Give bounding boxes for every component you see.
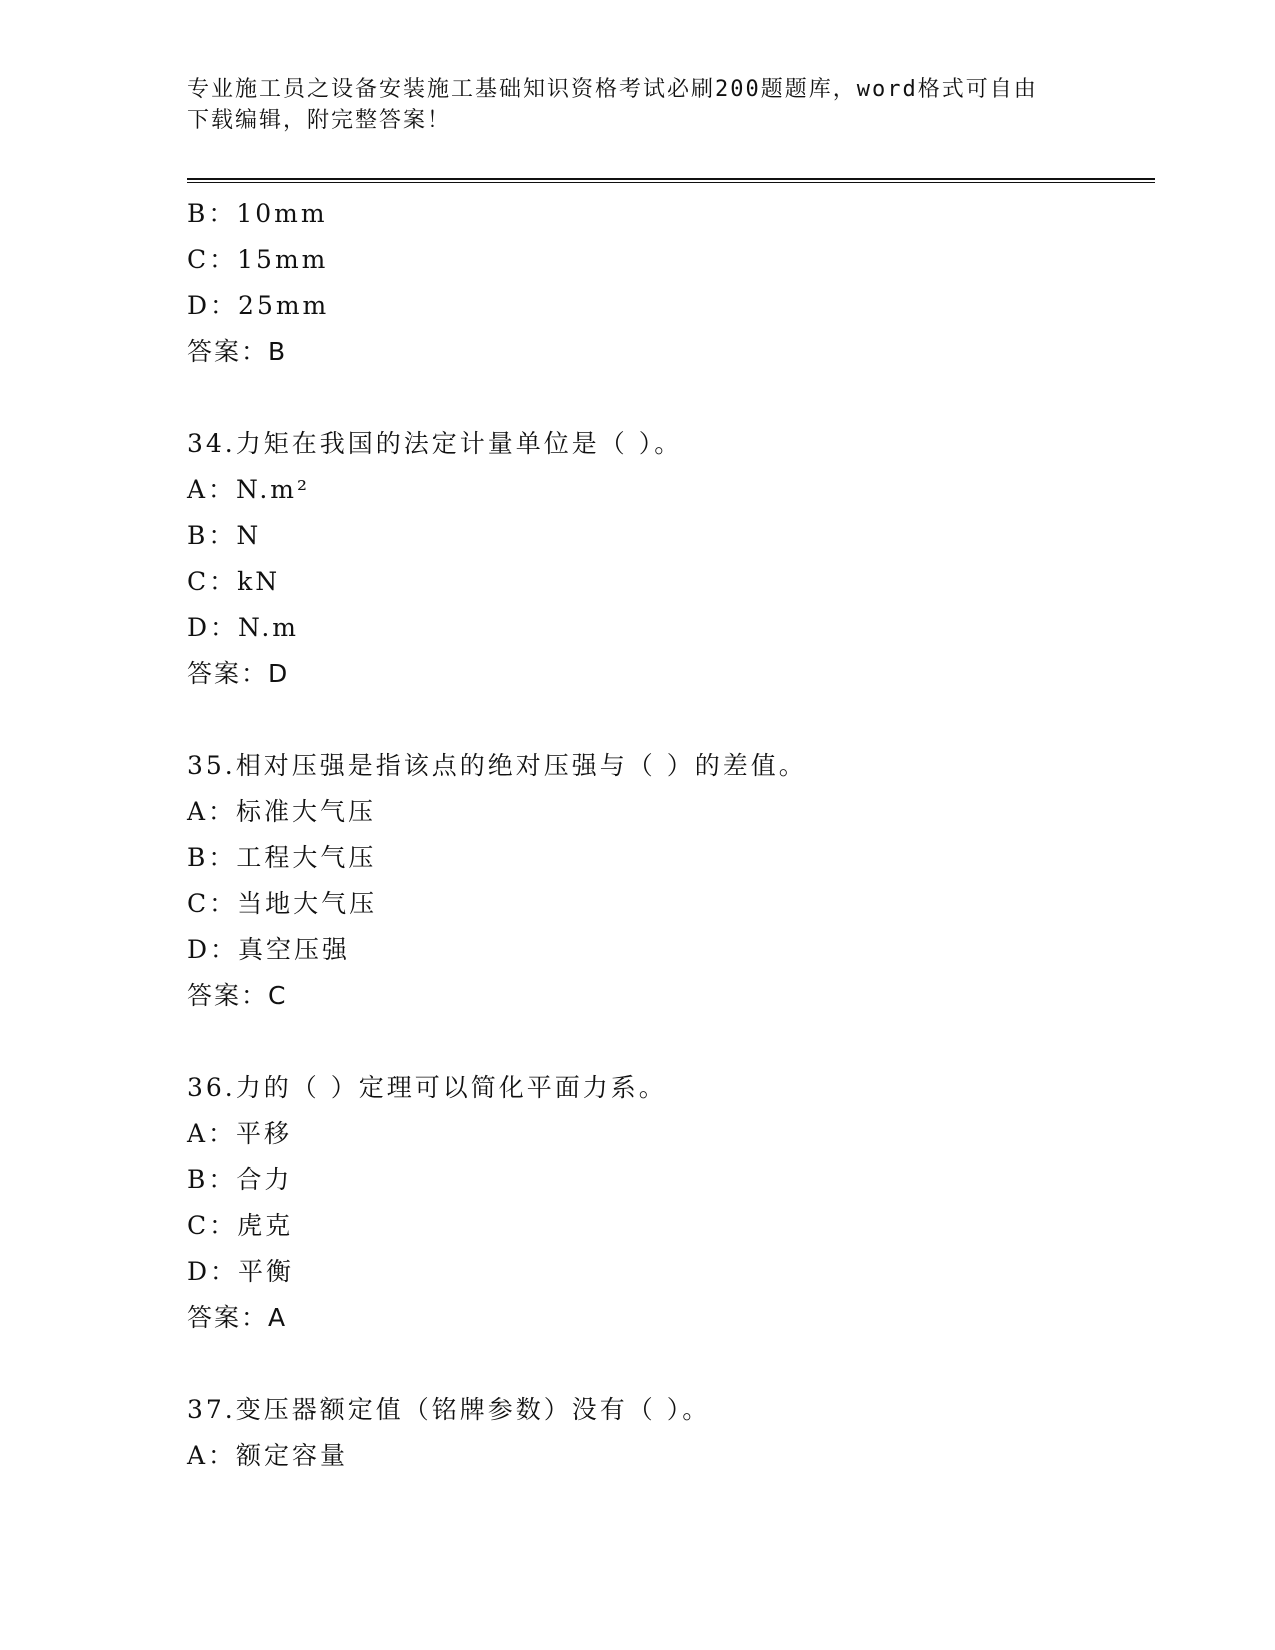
option-a: A：N.m² (187, 475, 311, 504)
question-stem: 36.力的（ ）定理可以简化平面力系。 (187, 1073, 667, 1102)
question-37 (187, 1387, 1155, 1479)
header-line-1: 专业施工员之设备安装施工基础知识资格考试必刷200题题库，word格式可自由 (187, 77, 1038, 102)
header-line-2: 下载编辑，附完整答案！ (187, 108, 452, 133)
question-stem: 37.变压器额定值（铭牌参数）没有（ ）。 (187, 1395, 711, 1424)
answer-line: 答案：A (187, 1303, 288, 1332)
option-d: D：N.m (187, 613, 299, 642)
option-b: B：10mm (187, 199, 328, 228)
option-c: C：15mm (187, 245, 329, 274)
option-a: A：标准大气压 (187, 797, 377, 826)
question-gap (187, 697, 1155, 743)
option-a: A：额定容量 (187, 1441, 349, 1470)
header-divider-thick (187, 178, 1155, 180)
question-35 (187, 743, 1155, 1019)
answer-line: 答案：D (187, 659, 290, 688)
question-33-continued (187, 191, 1155, 375)
option-b: B：合力 (187, 1165, 293, 1194)
option-d: D：25mm (187, 291, 330, 320)
answer-line: 答案：B (187, 337, 288, 366)
answer-line: 答案：C (187, 981, 288, 1010)
question-list (187, 191, 1155, 1479)
option-c: C：当地大气压 (187, 889, 378, 918)
question-36 (187, 1065, 1155, 1341)
question-gap (187, 375, 1155, 421)
option-c: C：虎克 (187, 1211, 294, 1240)
question-stem: 35.相对压强是指该点的绝对压强与（ ）的差值。 (187, 751, 807, 780)
option-b: B：N (187, 521, 262, 550)
option-d: D：平衡 (187, 1257, 295, 1286)
question-34 (187, 421, 1155, 697)
question-stem: 34.力矩在我国的法定计量单位是（ ）。 (187, 429, 683, 458)
question-gap (187, 1341, 1155, 1387)
option-d: D：真空压强 (187, 935, 351, 964)
option-a: A：平移 (187, 1119, 293, 1148)
option-b: B：工程大气压 (187, 843, 377, 872)
header-divider-thin (187, 182, 1155, 183)
question-gap (187, 1019, 1155, 1065)
option-c: C：kN (187, 567, 281, 596)
document-header (187, 74, 1087, 136)
